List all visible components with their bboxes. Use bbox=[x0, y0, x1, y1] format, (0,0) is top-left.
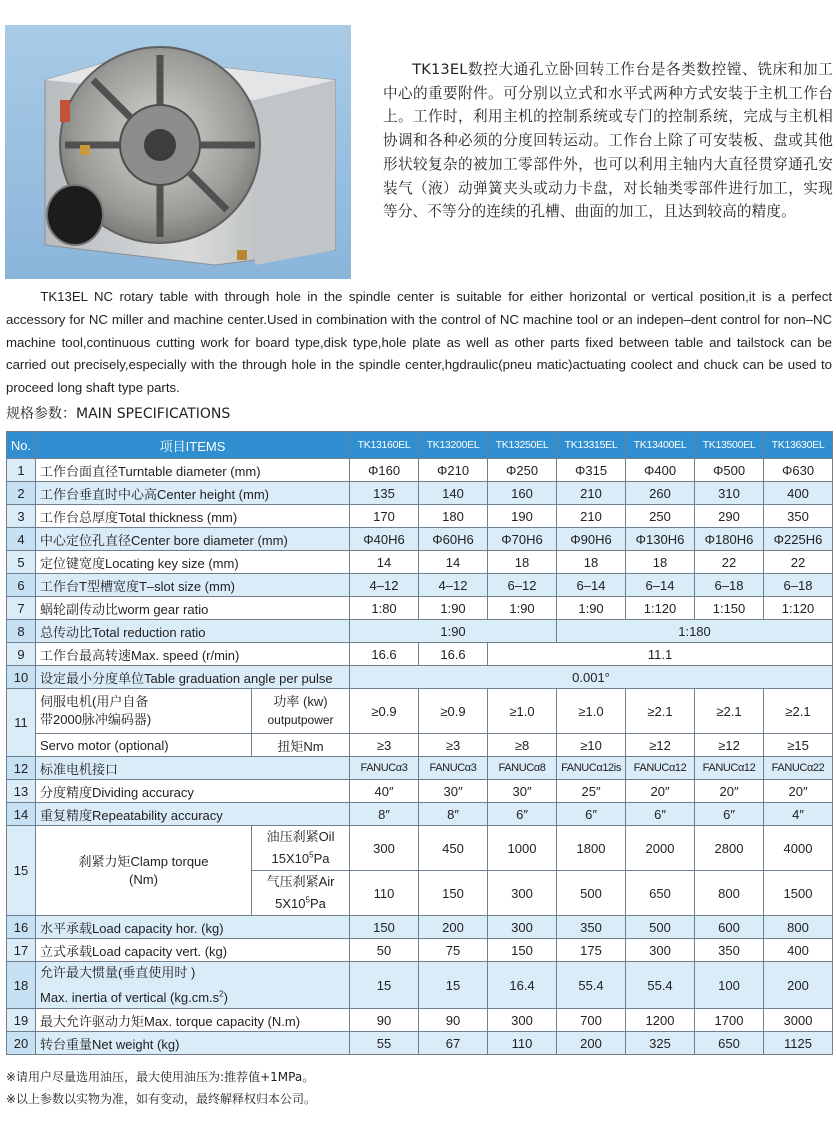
row-item: 分度精度Dividing accuracy bbox=[36, 780, 350, 803]
table-row bbox=[7, 734, 833, 757]
cell: ≥15 bbox=[764, 734, 833, 757]
cell: 6–14 bbox=[557, 574, 626, 597]
cell: 1:90 bbox=[419, 597, 488, 620]
header-no: No. bbox=[7, 432, 36, 459]
cell: 20″ bbox=[695, 780, 764, 803]
cell: Φ500 bbox=[695, 459, 764, 482]
intro-english: TK13EL NC rotary table with through hole in the spindle center is suitable for either horizontal or vertical position,it is a perfect accessory for NC miller and machine center.Used in combination with the control of NC machine tool or an indepen–dent control for non–NC machine tool,continuous cutting work for board type,disk type,hole plate as well as other parts fixed between table and tailstock can be carried out precisely,especially with the through hole in the spindle center,hgdraulic(pneu matic)actuating coolect and chuck can be used to proceed long shaft type parts. bbox=[6, 289, 832, 396]
cell: 2000 bbox=[626, 826, 695, 871]
header-model: TK13250EL bbox=[488, 432, 557, 459]
oil-pressure-unit: Pa bbox=[313, 850, 330, 866]
cell: 6–18 bbox=[695, 574, 764, 597]
cell: 25″ bbox=[557, 780, 626, 803]
cell: 450 bbox=[419, 826, 488, 871]
cell: Φ180H6 bbox=[695, 528, 764, 551]
row-item: 工作台T型槽宽度T–slot size (mm) bbox=[36, 574, 350, 597]
table-row bbox=[7, 597, 833, 620]
row-item: 工作台垂直时中心高Center height (mm) bbox=[36, 482, 350, 505]
row-number: 5 bbox=[7, 551, 36, 574]
table-row bbox=[7, 459, 833, 482]
inertia-label-end: ) bbox=[223, 989, 228, 1005]
cell: 40″ bbox=[350, 780, 419, 803]
cell: Φ315 bbox=[557, 459, 626, 482]
rotary-table-illustration bbox=[5, 25, 351, 279]
cell: 1:150 bbox=[695, 597, 764, 620]
cell: 140 bbox=[419, 482, 488, 505]
cell: 260 bbox=[626, 482, 695, 505]
air-pressure bbox=[275, 896, 326, 911]
cell: 160 bbox=[488, 482, 557, 505]
servo-label-cn2: 带2000脉冲编码器) bbox=[40, 712, 152, 727]
header-model: TK13315EL bbox=[557, 432, 626, 459]
cell: 1000 bbox=[488, 826, 557, 871]
power-label bbox=[252, 689, 350, 734]
row-number: 14 bbox=[7, 803, 36, 826]
cell: 18 bbox=[557, 551, 626, 574]
air-label-text: 气压刹紧Air bbox=[266, 874, 335, 890]
cell-merged: 11.1 bbox=[488, 643, 833, 666]
row-item: 立式承载Load capacity vert. (kg) bbox=[36, 939, 350, 962]
row-number: 6 bbox=[7, 574, 36, 597]
cell: ≥0.9 bbox=[350, 689, 419, 734]
cell: ≥12 bbox=[626, 734, 695, 757]
header-model: TK13160EL bbox=[350, 432, 419, 459]
cell: 650 bbox=[626, 871, 695, 916]
cell: 6–12 bbox=[488, 574, 557, 597]
cell: 55.4 bbox=[557, 962, 626, 1009]
row-item: 标准电机接口 bbox=[36, 757, 350, 780]
table-row bbox=[7, 666, 833, 689]
intro-chinese: TK13EL数控大通孔立卧回转工作台是各类数控镗、铣床和加工中心的重要附件。可分别以立式和水平式两种方式安装于主机工作台上。工作时，利用主机的控制系统或专门的控制系统，完成与主机相协调和各种必须的分度回转运动。工作台上除了可安装板、盘或其他形状较复杂的被加工零部件外，也可以利用主轴内大直径贯穿通孔安装气（液）动弹簧夹头或动力卡盘，对长轴类零部件进行加工，实现等分、不等分的连续的孔槽、曲面的加工，且达到较高的精度。 bbox=[383, 61, 833, 221]
row-item bbox=[36, 689, 252, 734]
row-item: 水平承载Load capacity hor. (kg) bbox=[36, 916, 350, 939]
row-number: 13 bbox=[7, 780, 36, 803]
cell: 50 bbox=[350, 939, 419, 962]
clamp-label: 刹紧力矩Clamp torque bbox=[78, 853, 209, 869]
product-photo bbox=[5, 25, 351, 279]
cell: 170 bbox=[350, 505, 419, 528]
cell: 350 bbox=[557, 916, 626, 939]
cell: Φ60H6 bbox=[419, 528, 488, 551]
table-row bbox=[7, 551, 833, 574]
cell-merged: 1:180 bbox=[557, 620, 833, 643]
row-item bbox=[36, 962, 350, 1009]
cell-merged: 0.001° bbox=[350, 666, 833, 689]
row-number: 9 bbox=[7, 643, 36, 666]
cell: 1500 bbox=[764, 871, 833, 916]
cell: 14 bbox=[350, 551, 419, 574]
cell: 55 bbox=[350, 1032, 419, 1055]
cell: 400 bbox=[764, 482, 833, 505]
air-pressure-base: 5X10 bbox=[275, 895, 306, 911]
row-item: 转台重量Net weight (kg) bbox=[36, 1032, 350, 1055]
cell: 20″ bbox=[764, 780, 833, 803]
cell: 20″ bbox=[626, 780, 695, 803]
table-header-row bbox=[7, 432, 833, 459]
cell: ≥2.1 bbox=[626, 689, 695, 734]
row-item: 定位键宽度Locating key size (mm) bbox=[36, 551, 350, 574]
row-number: 12 bbox=[7, 757, 36, 780]
air-pressure-unit: Pa bbox=[309, 895, 326, 911]
cell: Φ210 bbox=[419, 459, 488, 482]
cell: ≥0.9 bbox=[419, 689, 488, 734]
cell: ≥3 bbox=[419, 734, 488, 757]
row-item: 中心定位孔直径Center bore diameter (mm) bbox=[36, 528, 350, 551]
cell: 22 bbox=[695, 551, 764, 574]
cell: 1200 bbox=[626, 1009, 695, 1032]
cell: 1:90 bbox=[488, 597, 557, 620]
cell: ≥2.1 bbox=[695, 689, 764, 734]
cell: Φ160 bbox=[350, 459, 419, 482]
cell: 110 bbox=[350, 871, 419, 916]
cell: ≥10 bbox=[557, 734, 626, 757]
row-item: 设定最小分度单位Table graduation angle per pulse bbox=[36, 666, 350, 689]
row-item: 总传动比Total reduction ratio bbox=[36, 620, 350, 643]
cell: 400 bbox=[764, 939, 833, 962]
cell: 90 bbox=[419, 1009, 488, 1032]
air-pressure-exp: 5 bbox=[305, 895, 310, 905]
clamp-unit: (Nm) bbox=[129, 871, 158, 887]
inertia-label-en-base: Max. inertia of vertical (kg.cm.s bbox=[40, 989, 220, 1005]
cell: FANUCα12is bbox=[557, 757, 626, 780]
cell: 700 bbox=[557, 1009, 626, 1032]
cell: 90 bbox=[350, 1009, 419, 1032]
table-row bbox=[7, 962, 833, 1009]
note-oil-pressure: ※请用户尽量选用油压，最大使用油压为:推荐值+1MPa。 bbox=[6, 1070, 315, 1084]
row-item: 最大允许驱动力矩Max. torque capacity (N.m) bbox=[36, 1009, 350, 1032]
cell: 67 bbox=[419, 1032, 488, 1055]
cell: 6″ bbox=[695, 803, 764, 826]
cell: 325 bbox=[626, 1032, 695, 1055]
row-number: 17 bbox=[7, 939, 36, 962]
row-number: 1 bbox=[7, 459, 36, 482]
power-label-en: outputpower bbox=[267, 713, 334, 727]
oil-label-text: 油压刹紧Oil bbox=[266, 829, 335, 845]
cell: 1800 bbox=[557, 826, 626, 871]
cell: 300 bbox=[488, 871, 557, 916]
cell: ≥1.0 bbox=[557, 689, 626, 734]
cell: 300 bbox=[488, 916, 557, 939]
cell: Φ130H6 bbox=[626, 528, 695, 551]
cell: 175 bbox=[557, 939, 626, 962]
table-row bbox=[7, 620, 833, 643]
table-row bbox=[7, 505, 833, 528]
row-number: 7 bbox=[7, 597, 36, 620]
cell: ≥12 bbox=[695, 734, 764, 757]
cell: Φ90H6 bbox=[557, 528, 626, 551]
header-model: TK13200EL bbox=[419, 432, 488, 459]
cell: ≥3 bbox=[350, 734, 419, 757]
inertia-label-en bbox=[40, 990, 228, 1005]
cell: 210 bbox=[557, 505, 626, 528]
cell: 4–12 bbox=[350, 574, 419, 597]
cell: FANUCα12 bbox=[626, 757, 695, 780]
oil-pressure-base: 15X10 bbox=[271, 850, 310, 866]
cell: 1:90 bbox=[557, 597, 626, 620]
row-number: 11 bbox=[7, 689, 36, 757]
oil-pressure-exp: 5 bbox=[309, 850, 314, 860]
cell: 300 bbox=[488, 1009, 557, 1032]
row-number: 8 bbox=[7, 620, 36, 643]
cell: 4000 bbox=[764, 826, 833, 871]
cell: 16.6 bbox=[350, 643, 419, 666]
cell: 600 bbox=[695, 916, 764, 939]
header-items: 项目ITEMS bbox=[36, 432, 350, 459]
cell: FANUCα12 bbox=[695, 757, 764, 780]
cell: FANUCα8 bbox=[488, 757, 557, 780]
row-item: 蜗轮副传动比worm gear ratio bbox=[36, 597, 350, 620]
cell: 350 bbox=[695, 939, 764, 962]
cell: 14 bbox=[419, 551, 488, 574]
power-label-cn: 功率 (kw) bbox=[273, 694, 328, 709]
row-number: 2 bbox=[7, 482, 36, 505]
table-row bbox=[7, 1032, 833, 1055]
table-row bbox=[7, 482, 833, 505]
cell: 1:120 bbox=[764, 597, 833, 620]
cell: 500 bbox=[626, 916, 695, 939]
row-number: 19 bbox=[7, 1009, 36, 1032]
row-item: 工作台最高转速Max. speed (r/min) bbox=[36, 643, 350, 666]
row-number: 18 bbox=[7, 962, 36, 1009]
cell: 135 bbox=[350, 482, 419, 505]
header-model: TK13400EL bbox=[626, 432, 695, 459]
cell: 110 bbox=[488, 1032, 557, 1055]
cell: Φ630 bbox=[764, 459, 833, 482]
row-item bbox=[36, 826, 252, 916]
cell: 6–18 bbox=[764, 574, 833, 597]
table-row bbox=[7, 689, 833, 734]
cell: ≥2.1 bbox=[764, 689, 833, 734]
cell: 6″ bbox=[488, 803, 557, 826]
cell: 55.4 bbox=[626, 962, 695, 1009]
cell: 8″ bbox=[419, 803, 488, 826]
table-row bbox=[7, 574, 833, 597]
cell: 1:80 bbox=[350, 597, 419, 620]
cell: FANUCα22 bbox=[764, 757, 833, 780]
air-label bbox=[252, 871, 350, 916]
inertia-label-exp: 2 bbox=[219, 989, 224, 999]
oil-label bbox=[252, 826, 350, 871]
cell: Φ70H6 bbox=[488, 528, 557, 551]
cell: 350 bbox=[764, 505, 833, 528]
note-disclaimer: ※以上参数以实物为准，如有变动，最终解释权归本公司。 bbox=[6, 1092, 317, 1106]
servo-label-en: Servo motor (optional) bbox=[36, 734, 252, 757]
table-row bbox=[7, 528, 833, 551]
cell: 75 bbox=[419, 939, 488, 962]
spec-title: 规格参数：MAIN SPECIFICATIONS bbox=[6, 406, 231, 422]
table-row bbox=[7, 803, 833, 826]
cell: 290 bbox=[695, 505, 764, 528]
cell: 200 bbox=[557, 1032, 626, 1055]
cell: 15 bbox=[350, 962, 419, 1009]
cell: 800 bbox=[764, 916, 833, 939]
cell: FANUCα3 bbox=[350, 757, 419, 780]
cell: 18 bbox=[488, 551, 557, 574]
cell: 6–14 bbox=[626, 574, 695, 597]
cell: 100 bbox=[695, 962, 764, 1009]
header-model: TK13500EL bbox=[695, 432, 764, 459]
table-row bbox=[7, 780, 833, 803]
cell: 150 bbox=[350, 916, 419, 939]
row-number: 10 bbox=[7, 666, 36, 689]
table-row bbox=[7, 1009, 833, 1032]
table-row bbox=[7, 643, 833, 666]
cell: 22 bbox=[764, 551, 833, 574]
spec-table bbox=[6, 431, 833, 1055]
cell: 30″ bbox=[488, 780, 557, 803]
row-number: 4 bbox=[7, 528, 36, 551]
cell: 4–12 bbox=[419, 574, 488, 597]
header-model: TK13630EL bbox=[764, 432, 833, 459]
cell: 4″ bbox=[764, 803, 833, 826]
cell: 6″ bbox=[626, 803, 695, 826]
cell: Φ225H6 bbox=[764, 528, 833, 551]
cell: 300 bbox=[626, 939, 695, 962]
cell: 250 bbox=[626, 505, 695, 528]
cell: 150 bbox=[488, 939, 557, 962]
cell: 6″ bbox=[557, 803, 626, 826]
row-item: 工作台面直径Turntable diameter (mm) bbox=[36, 459, 350, 482]
row-number: 15 bbox=[7, 826, 36, 916]
table-row bbox=[7, 826, 833, 871]
table-row bbox=[7, 939, 833, 962]
cell: 200 bbox=[419, 916, 488, 939]
cell: 15 bbox=[419, 962, 488, 1009]
cell: FANUCα3 bbox=[419, 757, 488, 780]
cell: 1700 bbox=[695, 1009, 764, 1032]
row-item: 工作台总厚度Total thickness (mm) bbox=[36, 505, 350, 528]
cell: 8″ bbox=[350, 803, 419, 826]
table-row bbox=[7, 916, 833, 939]
cell: 210 bbox=[557, 482, 626, 505]
servo-label-cn: 伺服电机(用户自备 bbox=[40, 694, 149, 709]
cell: 150 bbox=[419, 871, 488, 916]
cell: ≥8 bbox=[488, 734, 557, 757]
cell: 500 bbox=[557, 871, 626, 916]
cell-merged: 1:90 bbox=[350, 620, 557, 643]
table-row bbox=[7, 757, 833, 780]
cell: 300 bbox=[350, 826, 419, 871]
cell: Φ250 bbox=[488, 459, 557, 482]
cell: 310 bbox=[695, 482, 764, 505]
cell: ≥1.0 bbox=[488, 689, 557, 734]
row-number: 20 bbox=[7, 1032, 36, 1055]
cell: 3000 bbox=[764, 1009, 833, 1032]
cell: 1125 bbox=[764, 1032, 833, 1055]
cell: 180 bbox=[419, 505, 488, 528]
cell: 200 bbox=[764, 962, 833, 1009]
cell: 190 bbox=[488, 505, 557, 528]
cell: 2800 bbox=[695, 826, 764, 871]
cell: 30″ bbox=[419, 780, 488, 803]
oil-pressure bbox=[272, 851, 330, 866]
cell: Φ40H6 bbox=[350, 528, 419, 551]
cell: 1:120 bbox=[626, 597, 695, 620]
cell: 16.6 bbox=[419, 643, 488, 666]
torque-label: 扭矩Nm bbox=[252, 734, 350, 757]
row-item: 重复精度Repeatability accuracy bbox=[36, 803, 350, 826]
cell: 18 bbox=[626, 551, 695, 574]
cell: Φ400 bbox=[626, 459, 695, 482]
cell: 650 bbox=[695, 1032, 764, 1055]
cell: 16.4 bbox=[488, 962, 557, 1009]
inertia-label-cn: 允许最大惯量(垂直使用时 ) bbox=[40, 965, 196, 981]
row-number: 16 bbox=[7, 916, 36, 939]
cell: 800 bbox=[695, 871, 764, 916]
row-number: 3 bbox=[7, 505, 36, 528]
